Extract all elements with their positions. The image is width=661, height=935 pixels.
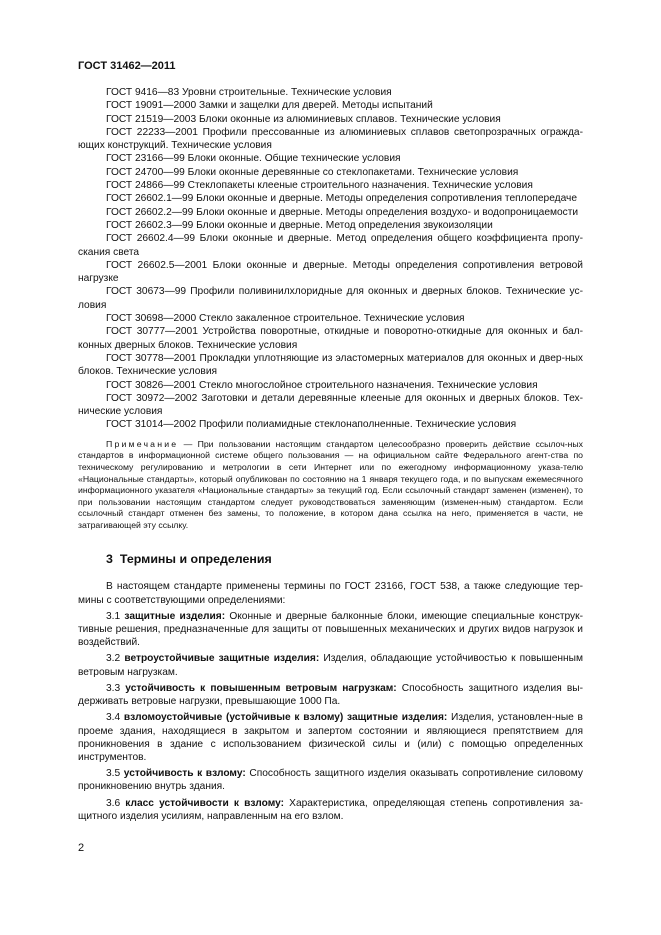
term-number: 3.4 (106, 712, 121, 724)
term-definition (78, 610, 583, 650)
reference-item: ГОСТ 24866—99 Стеклопакеты клееные строительного назначения. Технические условия (106, 180, 533, 192)
term-definition (78, 767, 583, 793)
note-text: — При пользовании настоящим стандартом целесообразно проверить действие ссылоч-ных стандартов в информационной системе общего пользования — на официальном сайте Федерального агент-ства по техническому регулированию и метрологии в сети Интернет или по ежегодному информационному указа-телю «Национальные стандарты», который опубликован по состоянию на 1 января текущего года, и по выпускам ежемесячного информационного указателя «Национальные стандарты» за текущий год. Если ссылочный стандарт заменен (изменен), то при пользовании настоящим стандартом следует руководствоваться заменяющим (изменен-ным) стандартом. Если ссылочный стандарт отменен без замены, то положение, в котором дана ссылка на него, применяется в части, не затрагивающей эту ссылку. (78, 438, 583, 530)
reference-item: ГОСТ 26602.4—99 Блоки оконные и дверные. Метод определения общего коэффициента пропу-скания света (78, 233, 583, 258)
term-name: устойчивость к повышенным ветровым нагрузкам: (125, 682, 397, 694)
section-title: Термины и определения (119, 552, 272, 567)
term-text: Изделия, обладающие устойчивостью к повышенным ветровым нагрузкам. (78, 653, 583, 678)
term-number: 3.2 (106, 653, 121, 665)
reference-item: ГОСТ 30972—2002 Заготовки и детали деревянные клееные для оконных и дверных блоков. Тех-нические условия (78, 392, 583, 418)
reference-item: ГОСТ 30826—2001 Стекло многослойное строительного назначения. Технические условия (106, 379, 538, 391)
term-text: Изделия, установлен-ные в проеме здания, находящиеся в закрытом и запертом состоянии и являющиеся препятствием для проникновения в здание с использованием физической силы и (или) с помощью определенных инструментов. (78, 712, 583, 763)
section-body (78, 580, 583, 822)
term-definition (78, 797, 583, 823)
reference-item: ГОСТ 26602.1—99 Блоки оконные и дверные. Методы определения сопротивления теплопередаче (106, 193, 577, 205)
section-number: 3 (106, 552, 113, 567)
reference-item: ГОСТ 26602.5—2001 Блоки оконные и дверные. Методы определения сопротивления ветровой нагрузке (78, 259, 583, 285)
reference-item: ГОСТ 24700—99 Блоки оконные деревянные со стеклопакетами. Технические условия (106, 166, 519, 178)
reference-item: ГОСТ 30673—99 Профили поливинилхлоридные для оконных и дверных блоков. Технические ус-ловия (78, 286, 583, 311)
page-number: 2 (78, 842, 85, 854)
term-name: взломоустойчивые (устойчивые к взлому) защитные изделия: (123, 712, 448, 724)
document-page (78, 60, 583, 826)
reference-item: ГОСТ 22233—2001 Профили прессованные из алюминиевых сплавов светопрозрачных огражда-ющих конструкций. Технические условия (78, 126, 583, 152)
term-text: Оконные и дверные балконные блоки, имеющие специальные конструк-тивные решения, предназначенные для защиты от повышенных механических и других видов нагрузок и воздействий. (78, 610, 583, 649)
reference-item: ГОСТ 30777—2001 Устройства поворотные, откидные и поворотно-откидные для оконных и бал-конных дверных блоков. Технические условия (78, 326, 583, 351)
term-number: 3.6 (106, 797, 121, 809)
term-number: 3.5 (106, 768, 121, 780)
reference-item: ГОСТ 31014—2002 Профили полиамидные стеклонаполненные. Технические условия (106, 419, 517, 431)
reference-item: ГОСТ 26602.3—99 Блоки оконные и дверные. Метод определения звукоизоляции (106, 219, 493, 231)
intro-paragraph: В настоящем стандарте применены термины по ГОСТ 23166, ГОСТ 538, а также следующие тер-мины с соответствующими определениями: (78, 581, 583, 606)
document-header: ГОСТ 31462—2011 (78, 60, 176, 72)
term-name: устойчивость к взлому: (123, 768, 246, 780)
reference-item: ГОСТ 30778—2001 Прокладки уплотняющие из эластомерных материалов для оконных и двер-ных блоков. Технические условия (78, 352, 583, 378)
note-label: Примечание (106, 438, 179, 449)
term-definition (78, 682, 583, 708)
term-number: 3.1 (106, 610, 121, 622)
reference-item: ГОСТ 9416—83 Уровни строительные. Технические условия (106, 87, 392, 98)
term-text: Способность защитного изделия вы-держивать ветровые нагрузки, превышающие 1000 Па. (78, 682, 583, 708)
reference-item: ГОСТ 23166—99 Блоки оконные. Общие технические условия (106, 153, 401, 165)
section-heading (106, 552, 583, 566)
reference-item: ГОСТ 26602.2—99 Блоки оконные и дверные. Методы определения воздухо- и водопроницаемости (106, 206, 579, 218)
term-name: защитные изделия: (124, 610, 226, 622)
term-text: Способность защитного изделия оказывать сопротивление силовому проникновению внутрь здания. (78, 768, 583, 793)
reference-item: ГОСТ 19091—2000 Замки и защелки для дверей. Методы испытаний (106, 100, 433, 112)
term-name: ветроустойчивые защитные изделия: (124, 653, 320, 665)
term-definition (78, 711, 583, 764)
note-paragraph (78, 439, 583, 532)
references-list (78, 86, 583, 432)
term-number: 3.3 (106, 682, 121, 694)
term-text: Характеристика, определяющая степень сопротивления за-щитного изделия усилиям, направленным на его взлом. (78, 797, 583, 822)
reference-item: ГОСТ 21519—2003 Блоки оконные из алюминиевых сплавов. Технические условия (106, 113, 501, 125)
term-definition (78, 652, 583, 678)
reference-item: ГОСТ 30698—2000 Стекло закаленное строительное. Технические условия (106, 313, 465, 325)
term-name: класс устойчивости к взлому: (125, 797, 285, 809)
